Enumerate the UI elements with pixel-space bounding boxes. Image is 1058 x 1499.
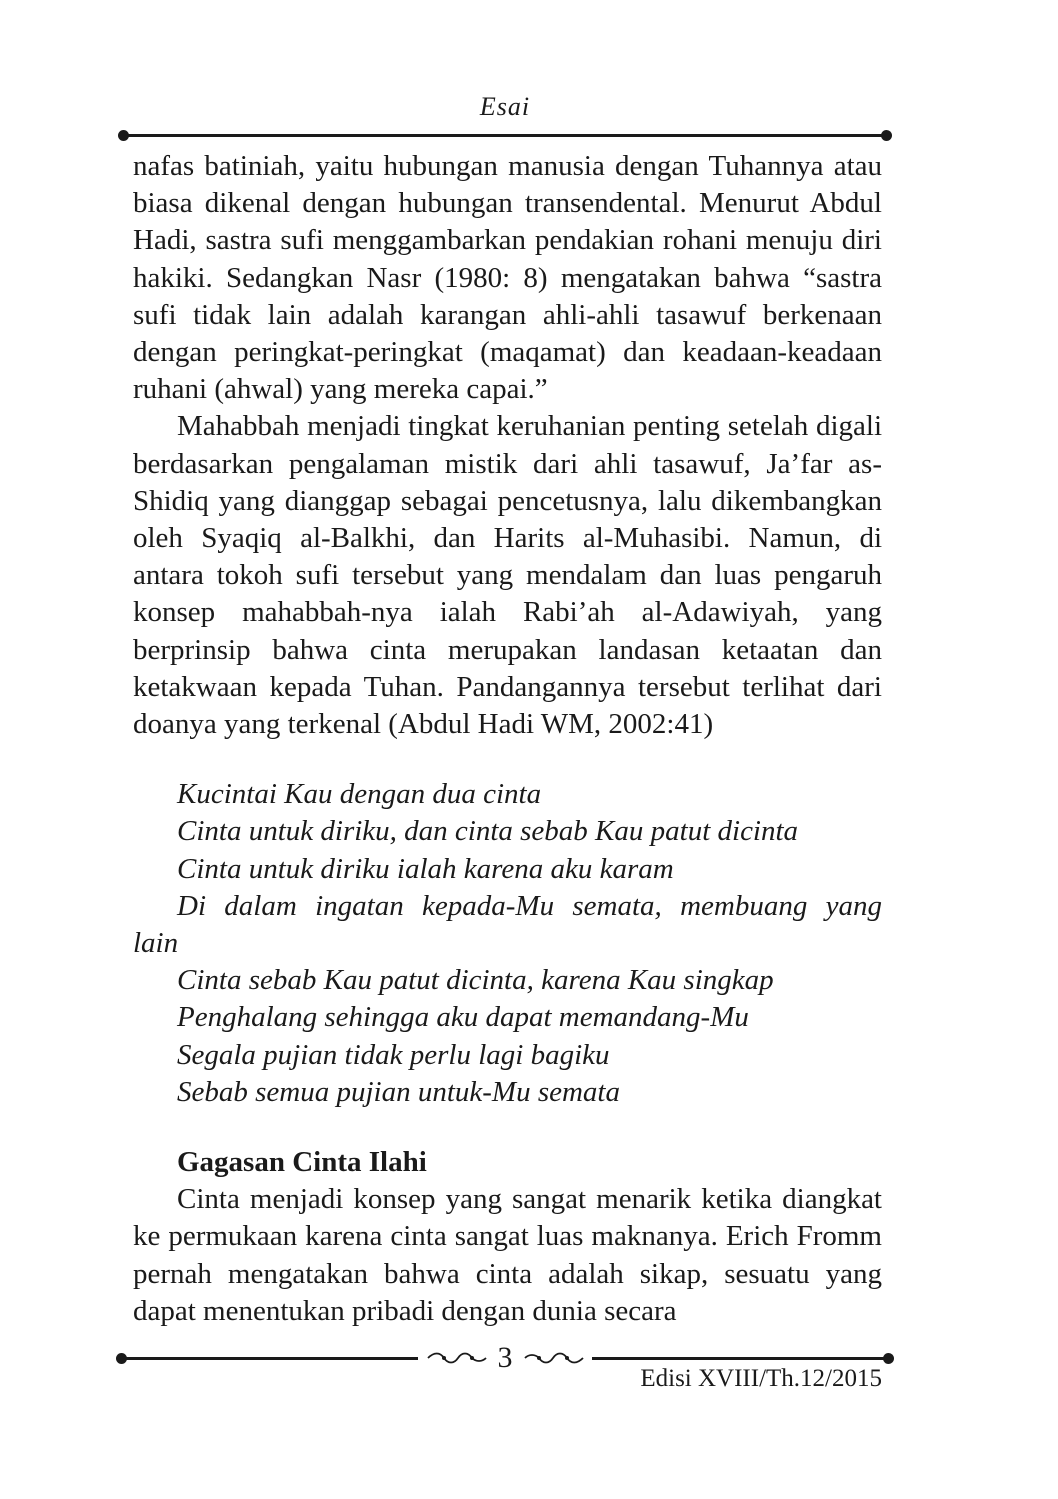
poem-line (133, 888, 882, 962)
page-number-group (418, 1340, 592, 1376)
footer-rule-left (122, 1357, 418, 1360)
poem-line: Cinta sebab Kau patut dicinta, karena Kau singkap (177, 964, 774, 997)
article-body (133, 148, 882, 1330)
footer-rule-right (592, 1357, 888, 1360)
rule-end-dot (883, 1353, 894, 1364)
rule-end-dot (118, 130, 129, 141)
page-number: 3 (497, 1341, 513, 1374)
poem-line-part: Di dalam ingatan kepada-Mu semata, membuang yang (177, 889, 882, 922)
rule-end-dot (881, 130, 892, 141)
poem-line: Sebab semua pujian untuk-Mu semata (177, 1075, 620, 1108)
poem-line: Penghalang sehingga aku dapat memandang-Mu (177, 1001, 749, 1034)
paragraph: Cinta menjadi konsep yang sangat menarik ketika diangkat ke permukaan karena cinta sangat luas maknanya. Erich Fromm pernah mengatakan bahwa cinta adalah sikap, sesuatu yang dapat menentukan pribadi dengan dunia secara (133, 1183, 882, 1327)
poem-line: Cinta untuk diriku ialah karena aku karam (177, 852, 674, 885)
flourish-left-icon (426, 1350, 488, 1366)
header-rule (124, 134, 886, 137)
edition-label: Edisi XVIII/Th.12/2015 (640, 1365, 882, 1392)
poem-line: Cinta untuk diriku, dan cinta sebab Kau patut dicinta (177, 815, 799, 848)
flourish-right-icon (523, 1350, 585, 1366)
rule-end-dot (116, 1353, 127, 1364)
poem-line-part: lain (133, 927, 179, 960)
paragraph: Mahabbah menjadi tingkat keruhanian penting setelah digali berdasarkan pengalaman mistik dari ahli tasawuf, Ja’far as-Shidiq yang dianggap sebagai pencetusnya, lalu dikembangkan oleh Syaqiq al-Balkhi, dan Harits al-Muhasibi. Namun, di antara tokoh sufi tersebut yang mendalam dan luas pengaruh konsep mahabbah-nya ialah Rabi’ah al-Adawiyah, yang berprinsip bahwa cinta merupakan landasan ketaatan dan ketakwaan kepada Tuhan. Pandangannya tersebut terlihat dari doanya yang terkenal (Abdul Hadi WM, 2002:41) (133, 410, 882, 741)
paragraph: nafas batiniah, yaitu hubungan manusia dengan Tuhannya atau biasa dikenal dengan hubungan transendental. Menurut Abdul Hadi, sastra sufi menggambarkan pendakian rohani menuju diri hakiki. Sedangkan Nasr (1980: 8) mengatakan bahwa “sastra sufi tidak lain adalah karangan ahli-ahli tasawuf berkenaan dengan peringkat-peringkat (maqamat) dan keadaan-keadaan ruhani (ahwal) yang mereka capai.” (133, 150, 882, 406)
poem-line: Kucintai Kau dengan dua cinta (177, 778, 542, 811)
poem-block (133, 776, 882, 1111)
poem-line: Segala pujian tidak perlu lagi bagiku (177, 1038, 610, 1071)
section-label: Esai (479, 92, 531, 121)
section-heading: Gagasan Cinta Ilahi (177, 1146, 427, 1179)
